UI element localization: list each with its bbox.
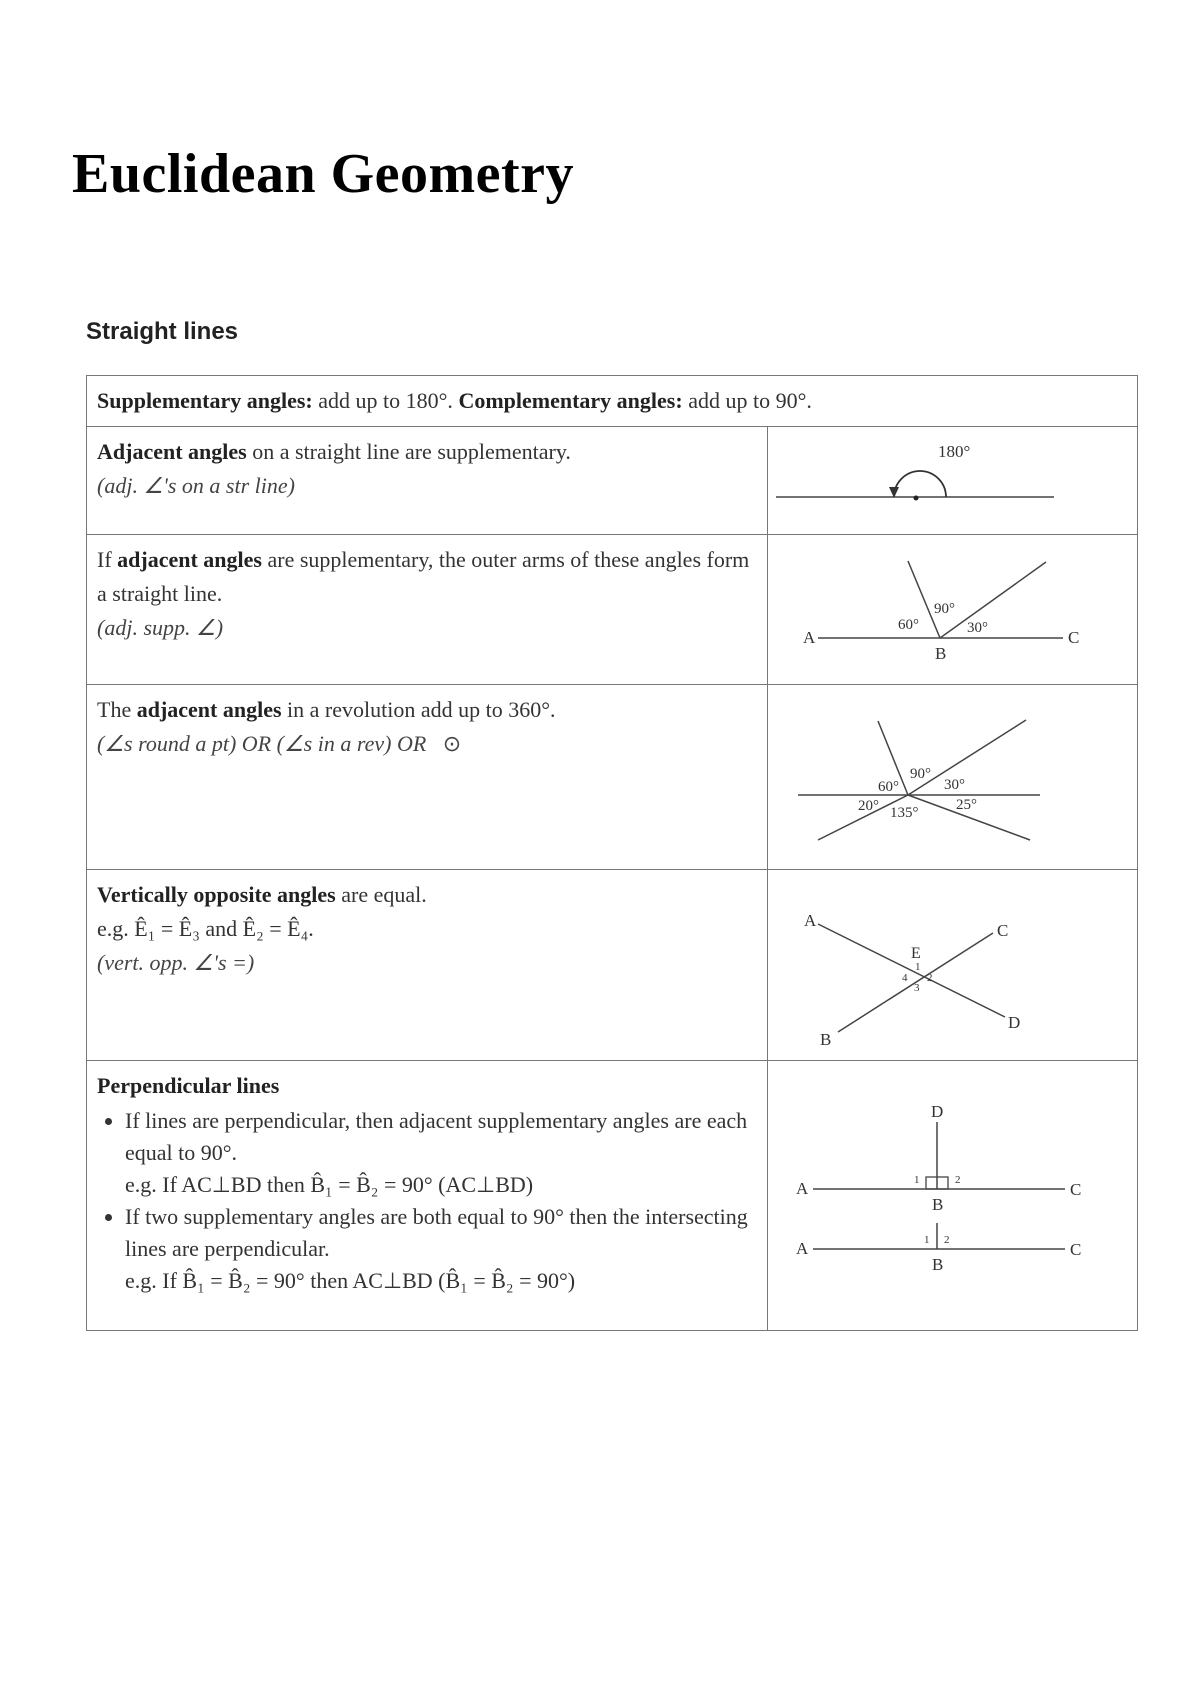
adjacent-angles-text — [87, 427, 768, 535]
label-b: B — [935, 644, 947, 663]
row-term: Adjacent angles — [97, 439, 247, 464]
adjacent-supp-figure — [768, 535, 1138, 685]
label-a: A — [804, 911, 817, 930]
label-d: D — [1008, 1013, 1021, 1032]
row-prefix: The — [97, 697, 137, 722]
vertex-point — [914, 496, 919, 501]
row-reason: (adj. ∠'s on a str line) — [97, 473, 295, 498]
angle-60-label: 60° — [878, 779, 900, 795]
row-term: adjacent angles — [117, 547, 262, 572]
adjacent-angles-figure — [768, 427, 1138, 535]
row-term: Perpendicular lines — [97, 1073, 280, 1098]
adjacent-supp-row — [87, 535, 1138, 685]
revolution-text — [87, 685, 768, 870]
definitions-row — [87, 376, 1138, 427]
angle-2-bottom: 2 — [944, 1234, 950, 1246]
angle-2-label: 2 — [927, 972, 933, 984]
row-reason: (∠s round a pt) OR (∠s in a rev) OR — [97, 731, 427, 756]
adjacent-supplementary-diagram — [768, 535, 1131, 684]
label-c: C — [1068, 628, 1080, 647]
label-b-top: B — [932, 1195, 944, 1214]
adjacent-angles-row — [87, 427, 1138, 535]
angle-30-label: 30° — [944, 777, 966, 793]
label-b-bottom: B — [932, 1255, 944, 1274]
perpendicular-text — [87, 1061, 768, 1331]
bullet-statement: If two supplementary angles are both equal to 90° then the intersecting lines are perpendicular. — [125, 1204, 748, 1261]
perpendicular-bullets — [97, 1105, 757, 1297]
vertically-opposite-diagram — [768, 870, 1131, 1060]
supplementary-term: Supplementary angles: — [97, 388, 313, 413]
row-statement: on a straight line are supplementary. — [246, 439, 571, 464]
bullet-statement: If lines are perpendicular, then adjacent supplementary angles are each equal to 90°. — [125, 1108, 748, 1165]
angle-90-label: 90° — [934, 601, 956, 617]
vertically-opposite-text — [87, 870, 768, 1061]
angle-label: 180° — [938, 442, 971, 461]
perpendicular-row — [87, 1061, 1138, 1331]
page-title: Euclidean Geometry — [72, 143, 575, 205]
bullet-example: e.g. If AC⊥BD then B̂₁ = B̂₂ = 90° (AC⊥BD) — [125, 1172, 534, 1197]
angle-135-label: 135° — [890, 805, 919, 821]
angle-1-label: 1 — [915, 961, 921, 973]
section-title: Straight lines — [86, 318, 239, 345]
label-c-bottom: C — [1070, 1240, 1082, 1259]
label-a: A — [803, 628, 816, 647]
angle-3-label: 3 — [914, 982, 920, 994]
vertically-opposite-row — [87, 870, 1138, 1061]
definitions-cell — [87, 376, 1138, 427]
row-statement: in a revolution add up to 360°. — [281, 697, 556, 722]
label-b: B — [820, 1030, 832, 1049]
angle-60-label: 60° — [898, 617, 920, 633]
bullet-item — [125, 1105, 757, 1201]
angle-arc — [894, 471, 946, 497]
label-e: E — [911, 945, 922, 962]
angle-25-label: 25° — [956, 797, 978, 813]
label-c: C — [997, 921, 1009, 940]
row-example: e.g. Ê₁ = Ê₃ and Ê₂ = Ê₄. — [97, 916, 314, 941]
vertically-opposite-figure — [768, 870, 1138, 1061]
row-term: Vertically opposite angles — [97, 882, 336, 907]
straight-angle-diagram — [768, 427, 1131, 534]
line-ad — [818, 924, 1005, 1017]
angle-2-top: 2 — [955, 1174, 961, 1186]
complementary-definition: add up to 90°. — [682, 388, 812, 413]
row-term: adjacent angles — [136, 697, 282, 722]
perpendicular-diagram — [768, 1061, 1131, 1330]
label-a-top: A — [796, 1179, 809, 1198]
row-reason: (vert. opp. ∠'s =) — [97, 950, 255, 975]
angle-4-label: 4 — [902, 972, 908, 984]
label-c-top: C — [1070, 1180, 1082, 1199]
theorem-table — [86, 375, 1138, 1331]
row-reason: (adj. supp. ∠) — [97, 615, 224, 640]
angle-20-label: 20° — [858, 798, 880, 814]
bullet-example: e.g. If B̂₁ = B̂₂ = 90° then AC⊥BD (B̂₁ = B̂₂ = 90°) — [125, 1268, 576, 1293]
label-a-bottom: A — [796, 1239, 809, 1258]
label-d: D — [931, 1102, 944, 1121]
row-statement: are supplementary, the outer arms of these angles form a straight line. — [97, 547, 750, 606]
row-prefix: If — [97, 547, 118, 572]
angle-30-label: 30° — [967, 620, 989, 636]
revolution-row — [87, 685, 1138, 870]
angle-1-top: 1 — [914, 1174, 920, 1186]
ray-right — [940, 562, 1046, 638]
row-statement: are equal. — [335, 882, 427, 907]
revolution-figure — [768, 685, 1138, 870]
adjacent-supp-text — [87, 535, 768, 685]
perpendicular-figure — [768, 1061, 1138, 1331]
ray-up-right — [908, 720, 1026, 795]
angle-1-bottom: 1 — [924, 1234, 930, 1246]
revolution-diagram — [768, 685, 1131, 869]
complementary-term: Complementary angles: — [458, 388, 683, 413]
supplementary-definition: add up to 180°. — [312, 388, 459, 413]
circle-dot-icon: ⊙ — [442, 731, 462, 756]
angle-90-label: 90° — [910, 766, 932, 782]
bullet-item — [125, 1201, 757, 1297]
